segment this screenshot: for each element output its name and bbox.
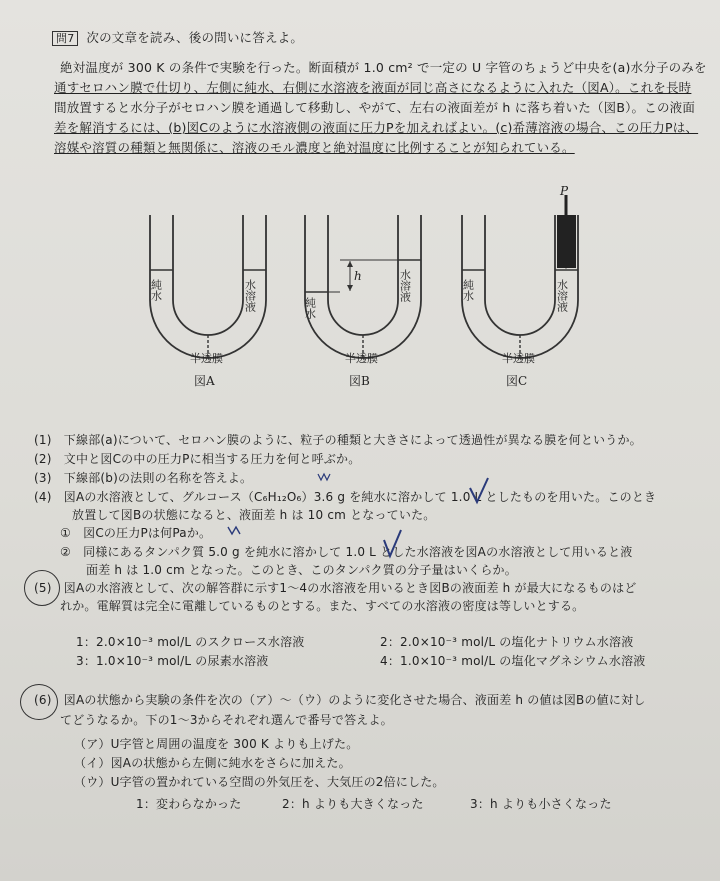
fig-a-membrane-label: 半透膜 bbox=[190, 352, 223, 365]
question-6-line-1: (6) 図Aの状態から実験の条件を次の（ア）～（ウ）のように変化させた場合、液面差 h の値は図Bの値に対し bbox=[34, 693, 646, 707]
question-6-line-2: てどうなるか。下の1～3からそれぞれ選んで番号で答えよ。 bbox=[60, 713, 393, 727]
question-title: 次の文章を読み、後の問いに答えよ。 bbox=[86, 30, 304, 45]
q6-option-3: 3：h よりも小さくなった bbox=[470, 797, 612, 811]
pen-mark-w bbox=[318, 474, 330, 480]
q5-choice-3: 3：1.0×10⁻³ mol/L の尿素水溶液 bbox=[76, 654, 269, 668]
q6-item-a: （ア）U字管と周囲の温度を 300 K よりも上げた。 bbox=[74, 737, 359, 751]
question-5-line-2: れか。電解質は完全に電離しているものとする。また、すべての水溶液の密度は等しいとする。 bbox=[60, 599, 585, 613]
intro-line-4: 差を解消するには、(b)図Cのように水溶液側の液面に圧力Pを加えればよい。(c)希薄溶液の場合、この圧力Pは、 bbox=[54, 120, 699, 135]
fig-c-right-label: 水溶液 bbox=[555, 279, 569, 312]
q5-choice-4: 4：1.0×10⁻³ mol/L の塩化マグネシウム水溶液 bbox=[380, 654, 646, 668]
question-1: (1) 下線部(a)について、セロハン膜のように、粒子の種類と大きさによって透過性が異なる膜を何というか。 bbox=[34, 433, 642, 447]
q5-choice-1: 1：2.0×10⁻³ mol/L のスクロース水溶液 bbox=[76, 635, 305, 649]
question-3: (3) 下線部(b)の法則の名称を答えよ。 bbox=[34, 471, 253, 485]
intro-line-3: 間放置すると水分子がセロハン膜を通過して移動し、やがて、左右の液面差が h に落ち着いた（図B）。この液面 bbox=[54, 100, 696, 115]
pen-checkmark-1 bbox=[470, 478, 488, 502]
fig-b-h-label: h bbox=[354, 269, 362, 283]
intro-line-5: 溶媒や溶質の種類と無関係に、溶液のモル濃度と絶対温度に比例することが知られている。 bbox=[54, 140, 575, 155]
pen-checkmark-2 bbox=[384, 530, 401, 556]
q6-option-1: 1：変わらなかった bbox=[136, 797, 242, 811]
fig-c-membrane-label: 半透膜 bbox=[502, 352, 535, 365]
fig-a-right-label: 水溶液 bbox=[243, 279, 257, 312]
intro-line-2: 通すセロハン膜で仕切り、左側に純水、右側に水溶液を液面が同じ高さになるように入れた（図A）。これを長時 bbox=[54, 80, 692, 95]
fig-b-caption: 図B bbox=[349, 374, 370, 388]
q6-item-c: （ウ）U字管の置かれている空間の外気圧を、大気圧の2倍にした。 bbox=[74, 775, 445, 789]
question-5-line-1: (5) 図Aの水溶液として、次の解答群に示す1～4の水溶液を用いるとき図Bの液面差 h が最大になるものはど bbox=[34, 581, 637, 595]
q6-option-2: 2：h よりも大きくなった bbox=[282, 797, 424, 811]
fig-c-p-label: P bbox=[560, 185, 569, 198]
fig-c-left-label: 純水 bbox=[461, 279, 475, 301]
question-4-line-2: 放置して図Bの状態になると、液面差 h は 10 cm となっていた。 bbox=[72, 508, 436, 522]
question-number: 問7 bbox=[52, 31, 78, 46]
fig-c-caption: 図C bbox=[506, 374, 528, 388]
question-4-sub-2-line-1: ② 同様にあるタンパク質 5.0 g を純水に溶かして 1.0 L とした水溶液を図Aの水溶液として用いると液 bbox=[60, 545, 633, 559]
pen-scribble bbox=[228, 527, 240, 534]
fig-a-caption: 図A bbox=[194, 374, 215, 388]
intro-line-1: 絶対温度が 300 K の条件で実験を行った。断面積が 1.0 cm² で一定の U 字管のちょうど中央を(a)水分子のみを bbox=[60, 60, 707, 75]
fig-b-right-label: 水溶液 bbox=[398, 269, 412, 302]
fig-b-left-label: 純水 bbox=[303, 297, 317, 319]
q6-item-b: （イ）図Aの状態から左側に純水をさらに加えた。 bbox=[74, 756, 351, 770]
fig-b-membrane-label: 半透膜 bbox=[345, 352, 378, 365]
question-4-line-1: (4) 図Aの水溶液として、グルコース（C₆H₁₂O₆）3.6 g を純水に溶かして 1.0 L としたものを用いた。このとき bbox=[34, 490, 657, 504]
q5-choice-2: 2：2.0×10⁻³ mol/L の塩化ナトリウム水溶液 bbox=[380, 635, 634, 649]
question-2: (2) 文中と図Cの中の圧力Pに相当する圧力を何と呼ぶか。 bbox=[34, 452, 361, 466]
question-4-sub-2-line-2: 面差 h は 1.0 cm となった。このとき、このタンパク質の分子量はいくらか。 bbox=[86, 563, 517, 577]
question-4-sub-1: ① 図Cの圧力Pは何Paか。 bbox=[60, 526, 212, 540]
fig-a-left-label: 純水 bbox=[149, 279, 163, 301]
